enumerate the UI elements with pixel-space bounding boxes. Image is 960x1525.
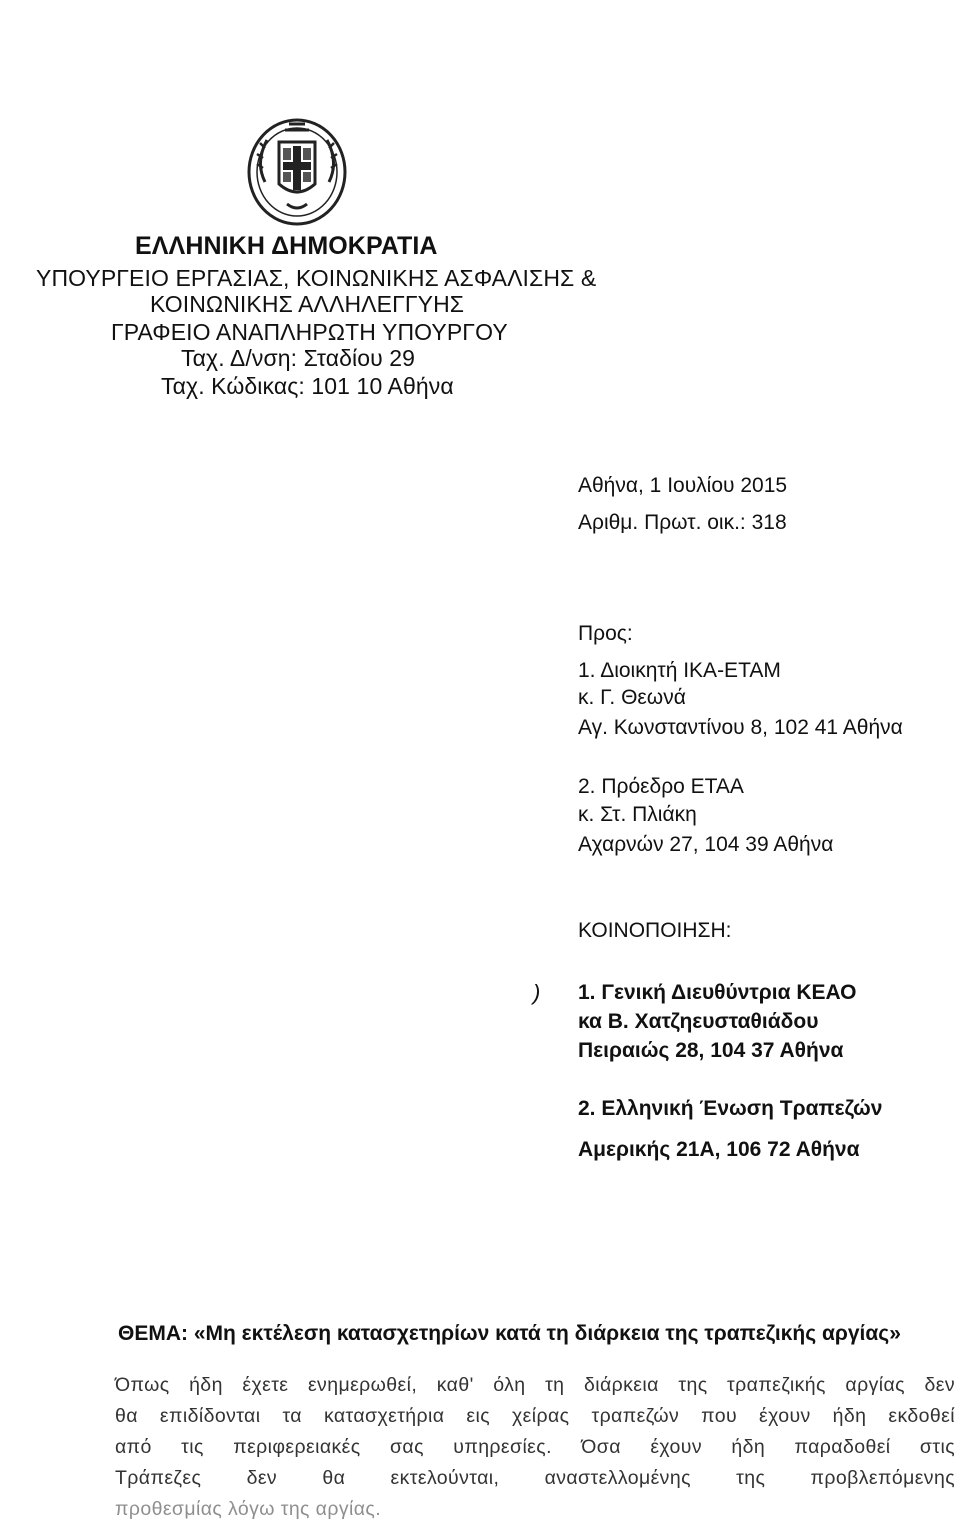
cc-label: ΚΟΙΝΟΠΟΙΗΣΗ: [578, 919, 732, 942]
letter-body [115, 1370, 955, 1525]
body-line-3: από τις περιφερειακές σας υπηρεσίες. Όσα έχουν ήδη παραδοθεί στις [115, 1436, 955, 1458]
recipient-1-line-1: 1. Διοικητή ΙΚΑ-ΕΤΑΜ [578, 659, 781, 682]
greek-coat-of-arms-seal-icon [245, 112, 349, 228]
subject-line: ΘΕΜΑ: «Μη εκτέλεση κατασχετηρίων κατά τη διάρκεια της τραπεζικής αργίας» [118, 1322, 901, 1345]
country-heading: ΕΛΛΗΝΙΚΗ ΔΗΜΟΚΡΑΤΙΑ [135, 232, 438, 260]
recipient-1-line-2: κ. Γ. Θεωνά [578, 686, 686, 709]
handwritten-tick-mark-icon: ) [533, 980, 541, 1005]
cc-1-line-3: Πειραιώς 28, 104 37 Αθήνα [578, 1039, 844, 1062]
ministry-line-2: ΚΟΙΝΩΝΙΚΗΣ ΑΛΛΗΛΕΓΓΥΗΣ [150, 291, 465, 317]
document-date: Αθήνα, 1 Ιουλίου 2015 [578, 474, 788, 497]
recipient-2-line-1: 2. Πρόεδρο ΕΤΑΑ [578, 775, 744, 798]
body-line-5: προθεσμίας λόγω της αργίας. [115, 1498, 382, 1520]
cc-1-line-1: 1. Γενική Διευθύντρια ΚΕΑΟ [578, 981, 857, 1004]
cc-1-line-2: κα Β. Χατζηευσταθιάδου [578, 1010, 819, 1033]
recipients-label: Προς: [578, 622, 633, 645]
ministry-line-1: ΥΠΟΥΡΓΕΙΟ ΕΡΓΑΣΙΑΣ, ΚΟΙΝΩΝΙΚΗΣ ΑΣΦΑΛΙΣΗΣ & [36, 265, 597, 291]
body-line-2: θα επιδίδονται τα κατασχετήρια εις χείρας τραπεζών που έχουν ήδη εκδοθεί [115, 1405, 955, 1427]
protocol-number: Αριθμ. Πρωτ. οικ.: 318 [578, 511, 787, 534]
cc-2-line-1: 2. Ελληνική Ένωση Τραπεζών [578, 1097, 883, 1120]
office-postcode: Ταχ. Κώδικας: 101 10 Αθήνα [161, 373, 454, 399]
body-line-4: Τράπεζες δεν θα εκτελούνται, αναστελλομένης της προβλεπόμενης [115, 1467, 955, 1489]
office-name: ΓΡΑΦΕΙΟ ΑΝΑΠΛΗΡΩΤΗ ΥΠΟΥΡΓΟΥ [111, 319, 508, 345]
recipient-2-line-2: κ. Στ. Πλιάκη [578, 803, 697, 826]
recipient-1-line-3: Αγ. Κωνσταντίνου 8, 102 41 Αθήνα [578, 716, 903, 739]
recipient-2-line-3: Αχαρνών 27, 104 39 Αθήνα [578, 833, 834, 856]
cc-2-line-2: Αμερικής 21Α, 106 72 Αθήνα [578, 1138, 860, 1161]
office-address: Ταχ. Δ/νση: Σταδίου 29 [181, 345, 416, 371]
body-line-1: Όπως ήδη έχετε ενημερωθεί, καθ' όλη τη διάρκεια της τραπεζικής αργίας δεν [115, 1374, 955, 1396]
